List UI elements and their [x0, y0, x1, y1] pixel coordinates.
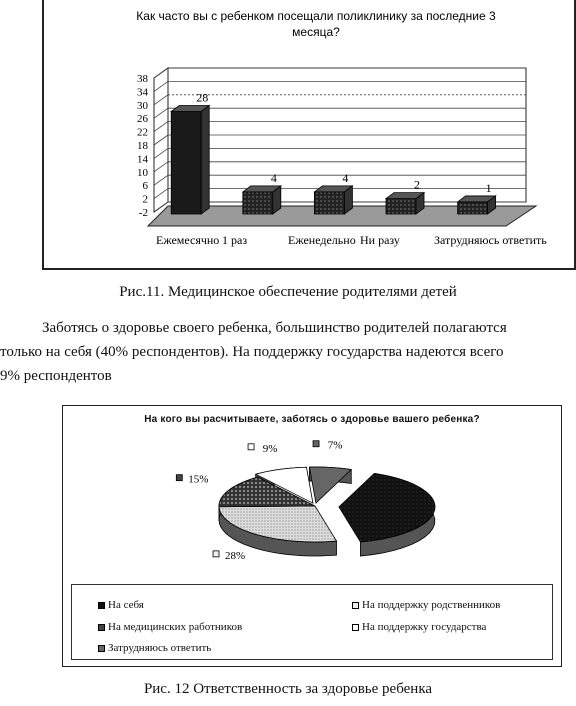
bar-value-label: 28 — [196, 90, 209, 105]
y-tick-label: 30 — [137, 99, 148, 112]
y-tick-label: 22 — [137, 126, 148, 139]
legend-item — [98, 599, 144, 611]
bar-chart-plot — [137, 68, 547, 247]
y-tick-label: -2 — [138, 207, 148, 219]
bar-value-label: 1 — [485, 180, 492, 195]
x-category-label: Ежемесячно — [156, 233, 220, 247]
x-category-label: Затрудняюсь ответить — [434, 233, 547, 247]
legend-label: На медицинских работников — [108, 621, 243, 633]
paragraph-line-1: Заботясь о здоровье своего ребенка, большинство родителей полагаются — [42, 320, 507, 336]
bar — [458, 202, 488, 214]
bar — [243, 192, 273, 214]
legend-label: На поддержку родственников — [362, 599, 501, 611]
pie-chart-responsibility — [62, 405, 562, 667]
bar-chart-visits — [42, 0, 576, 270]
pie-label-swatch — [313, 441, 319, 447]
bar-value-label: 4 — [270, 170, 277, 185]
pie-value-label: 7% — [327, 439, 343, 452]
bar — [171, 112, 201, 215]
pie-chart-legend — [71, 584, 553, 660]
pie-label-swatch — [213, 551, 219, 557]
y-tick-label: 34 — [137, 86, 148, 99]
x-category-label: 1 раз — [222, 233, 248, 247]
pie-label-swatch — [248, 444, 254, 450]
paragraph-line-3: 9% респондентов — [0, 368, 112, 384]
legend-item — [98, 642, 211, 654]
y-tick-label: 26 — [137, 113, 148, 126]
bar — [314, 192, 344, 214]
pie-chart-title: На кого вы расчитываете, заботясь о здоровье вашего ребенка? — [144, 414, 480, 425]
y-tick-label: 38 — [137, 73, 148, 85]
body-paragraph — [0, 316, 576, 388]
x-category-label: Еженедельно — [288, 233, 356, 247]
legend-label: На себя — [108, 599, 144, 611]
bar-chart-svg — [44, 0, 576, 268]
bar-value-label: 2 — [414, 177, 421, 192]
legend-item — [98, 621, 242, 633]
figure-12-caption: Рис. 12 Ответственность за здоровье ребенка — [143, 681, 433, 697]
bar-value-label: 4 — [342, 170, 349, 185]
bar-chart-title-line2: месяца? — [292, 25, 340, 39]
y-tick-label: 2 — [142, 193, 148, 206]
pie-slice — [309, 467, 351, 503]
legend-label: Затрудняюсь ответить — [108, 642, 212, 654]
pie-chart-plot — [176, 440, 435, 562]
paragraph-line-2: только на себя (40% респондентов). На поддержку государства надеются всего — [0, 344, 504, 360]
y-tick-label: 14 — [137, 153, 148, 166]
y-tick-label: 10 — [137, 166, 148, 179]
y-tick-label: 18 — [137, 140, 148, 152]
pie-label-swatch — [176, 475, 182, 481]
y-tick-label: 6 — [142, 180, 148, 193]
legend-label: На поддержку государства — [362, 621, 487, 633]
x-category-label: Ни разу — [360, 233, 400, 247]
pie-chart-svg — [63, 406, 561, 581]
pie-value-label: 15% — [188, 473, 209, 486]
bar — [386, 199, 416, 214]
legend-swatch — [352, 624, 359, 631]
legend-swatch — [98, 602, 105, 609]
pie-value-label: 28% — [224, 549, 246, 562]
figure-11-caption: Рис.11. Медицинское обеспечение родителями детей — [119, 284, 457, 300]
bar-side — [201, 106, 209, 215]
legend-item — [352, 599, 500, 611]
legend-item — [352, 621, 486, 633]
pie-value-label: 9% — [262, 442, 278, 455]
bar-chart-title-line1: Как часто вы с ребенком посещали поликлинику за последние 3 — [136, 9, 496, 23]
legend-swatch — [352, 602, 359, 609]
legend-swatch — [98, 624, 105, 631]
legend-swatch — [98, 645, 105, 652]
